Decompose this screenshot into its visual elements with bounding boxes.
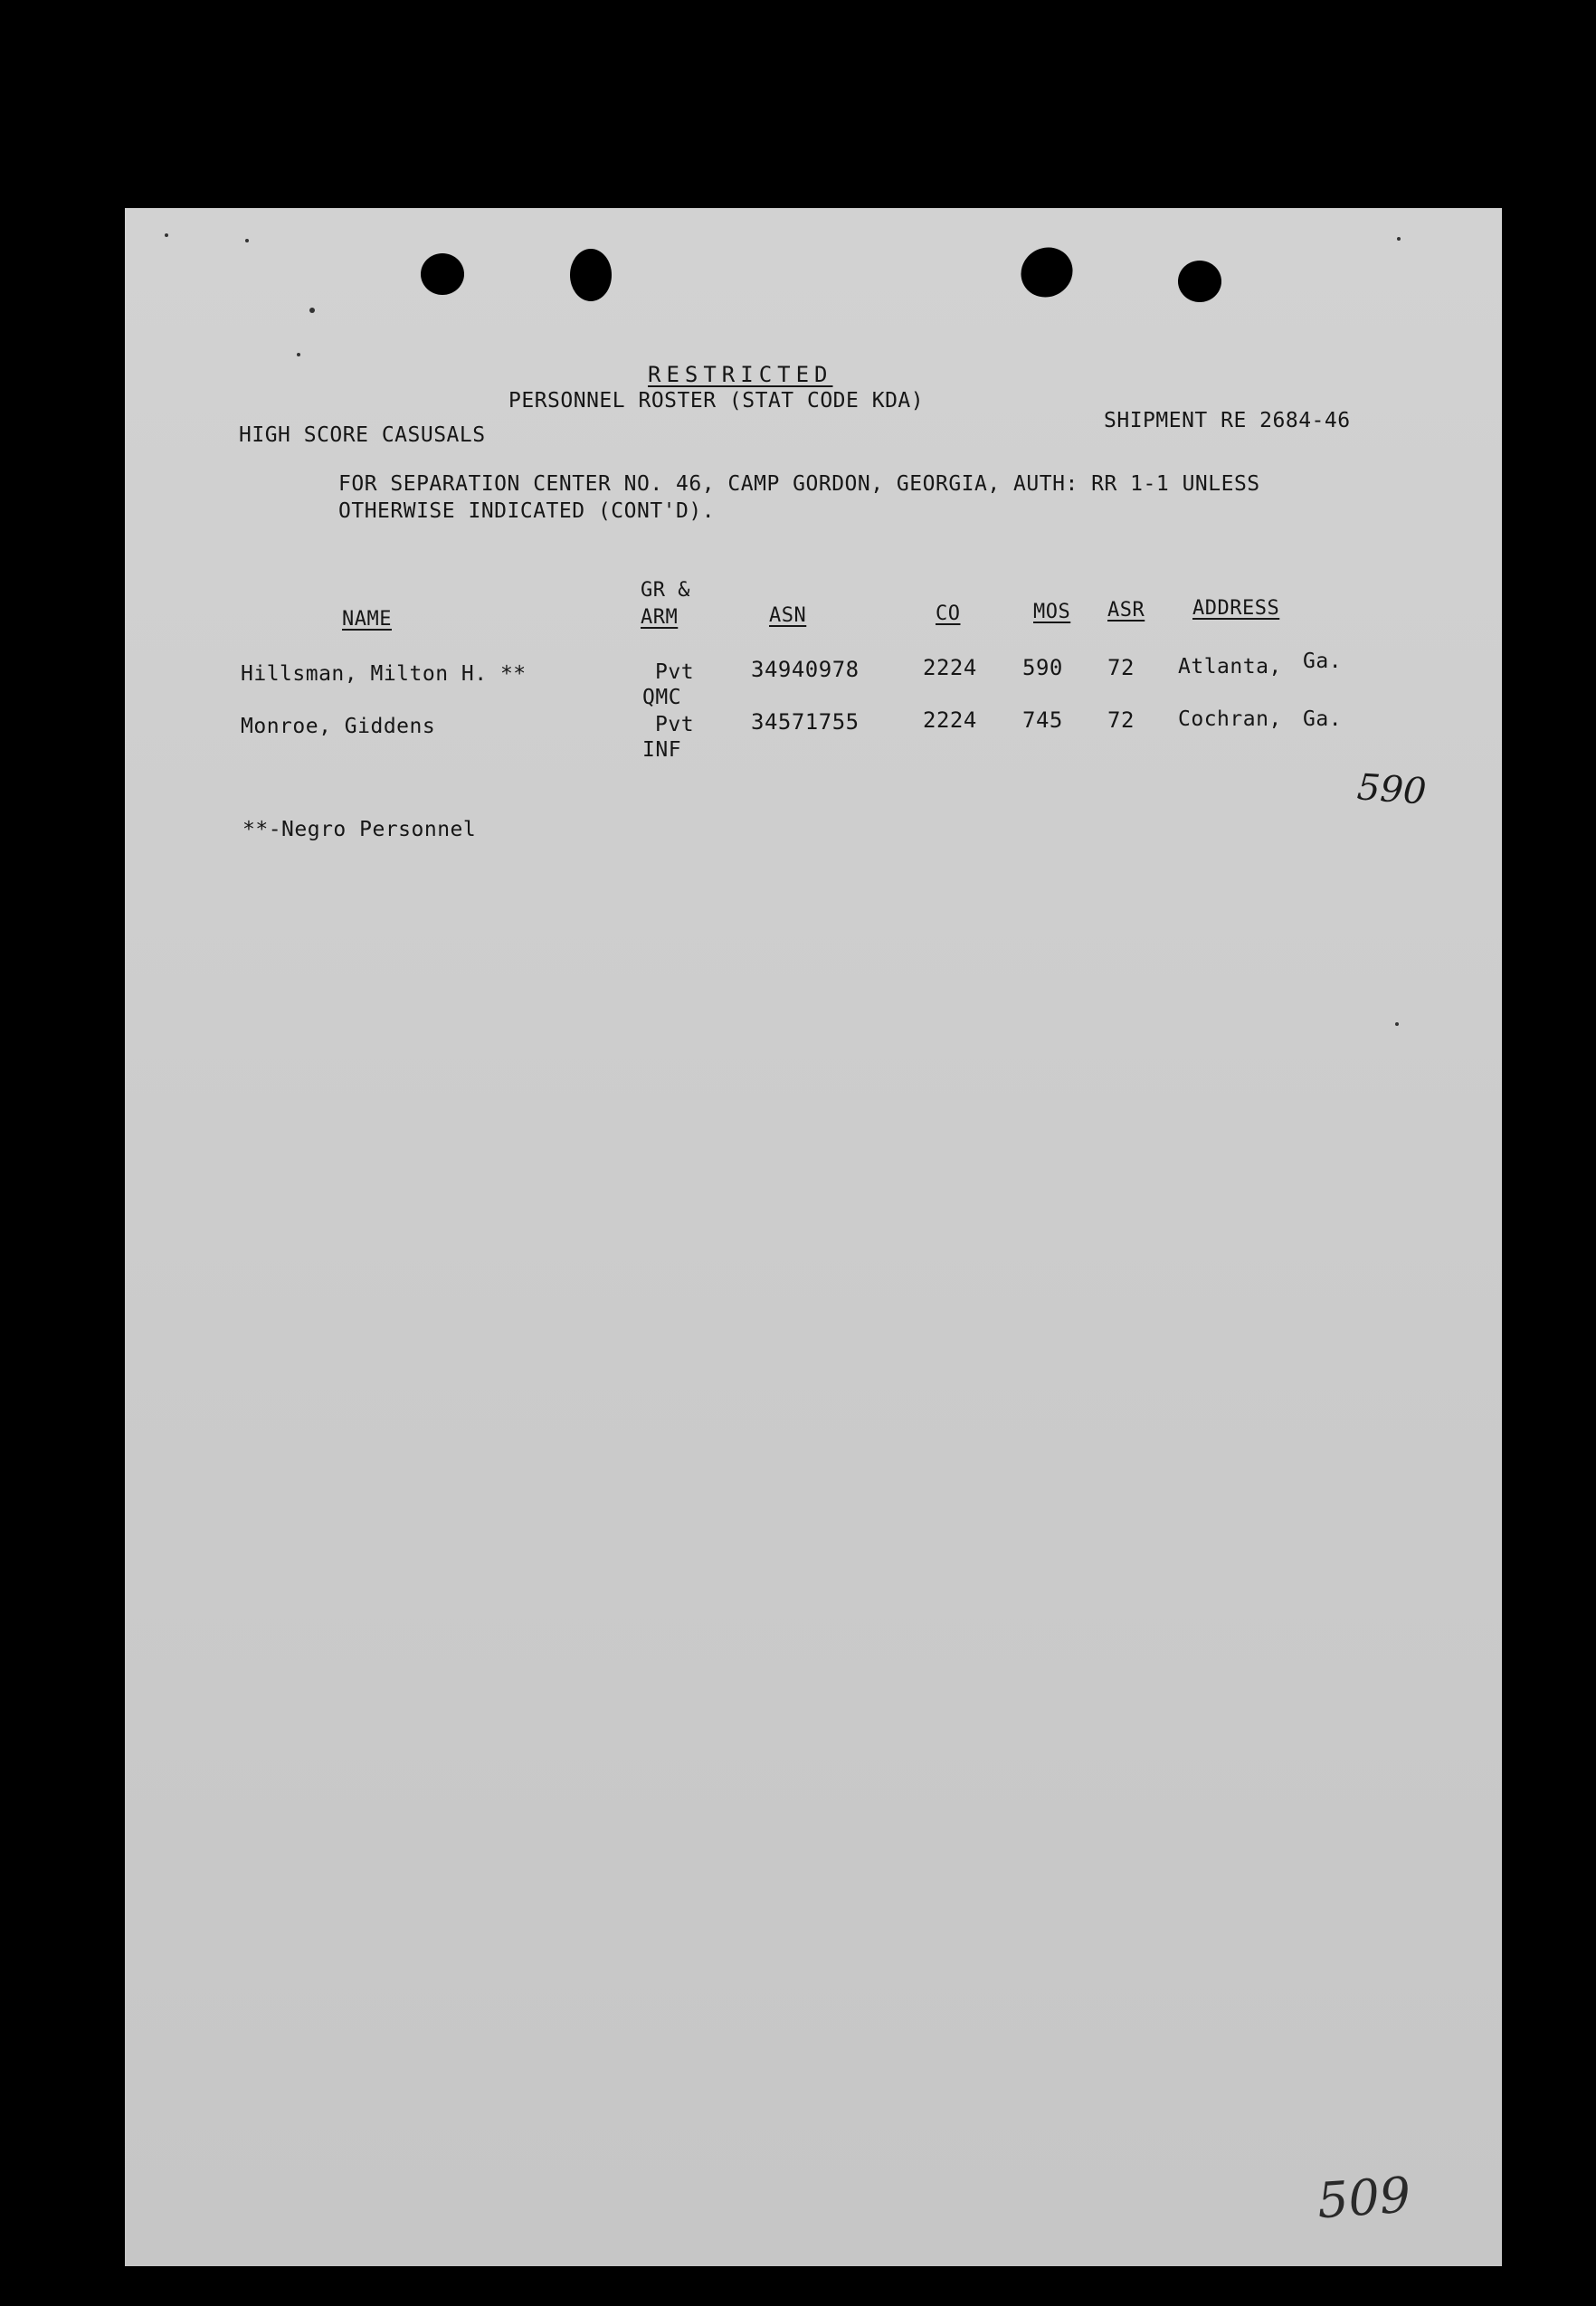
- punch-hole: [570, 249, 612, 301]
- paper-speck: [165, 233, 168, 237]
- punch-hole: [1178, 261, 1221, 302]
- row-asr: 72: [1107, 655, 1135, 680]
- column-header-name: NAME: [342, 608, 392, 631]
- row-arm: INF: [642, 738, 682, 762]
- instruction-line-2: OTHERWISE INDICATED (CONT'D).: [338, 499, 716, 523]
- paper-speck: [309, 308, 315, 313]
- column-header-co: CO: [936, 603, 961, 625]
- paper-speck: [245, 239, 249, 242]
- row-name: Hillsman, Milton H. **: [241, 662, 527, 686]
- row-address-city: Atlanta,: [1178, 655, 1282, 679]
- paper-speck: [1397, 237, 1401, 241]
- punch-hole: [1012, 238, 1081, 307]
- document-page: [125, 208, 1502, 2266]
- row-co: 2224: [923, 707, 977, 733]
- row-address-state: Ga.: [1303, 650, 1343, 673]
- row-address-state: Ga.: [1303, 707, 1343, 731]
- group-label: HIGH SCORE CASUSALS: [239, 423, 486, 447]
- punch-hole: [421, 253, 464, 295]
- row-asr: 72: [1107, 707, 1135, 733]
- column-header-grade-top: GR &: [641, 579, 690, 602]
- handwritten-mos-note: 590: [1355, 766, 1428, 813]
- row-mos: 745: [1022, 707, 1063, 733]
- row-address-city: Cochran,: [1178, 707, 1282, 731]
- row-grade: Pvt: [655, 660, 695, 684]
- footnote: **-Negro Personnel: [242, 818, 477, 841]
- column-header-mos: MOS: [1033, 601, 1071, 623]
- column-header-address: ADDRESS: [1192, 597, 1280, 620]
- roster-title: PERSONNEL ROSTER (STAT CODE KDA): [508, 389, 925, 413]
- row-name: Monroe, Giddens: [241, 715, 436, 738]
- row-mos: 590: [1022, 655, 1063, 680]
- paper-speck: [1395, 1022, 1399, 1026]
- column-header-asn: ASN: [769, 604, 807, 627]
- column-header-grade-bottom: ARM: [641, 606, 679, 629]
- instruction-line-1: FOR SEPARATION CENTER NO. 46, CAMP GORDON, GEORGIA, AUTH: RR 1-1 UNLESS: [338, 472, 1260, 496]
- row-asn: 34940978: [751, 657, 860, 682]
- handwritten-page-number: 509: [1315, 2166, 1413, 2230]
- shipment-number: SHIPMENT RE 2684-46: [1104, 409, 1351, 432]
- row-grade: Pvt: [655, 713, 695, 736]
- row-co: 2224: [923, 655, 977, 680]
- column-header-asr: ASR: [1107, 599, 1145, 622]
- row-asn: 34571755: [751, 709, 860, 735]
- paper-speck: [297, 353, 300, 356]
- row-arm: QMC: [642, 686, 682, 709]
- classification-stamp: RESTRICTED: [648, 362, 833, 387]
